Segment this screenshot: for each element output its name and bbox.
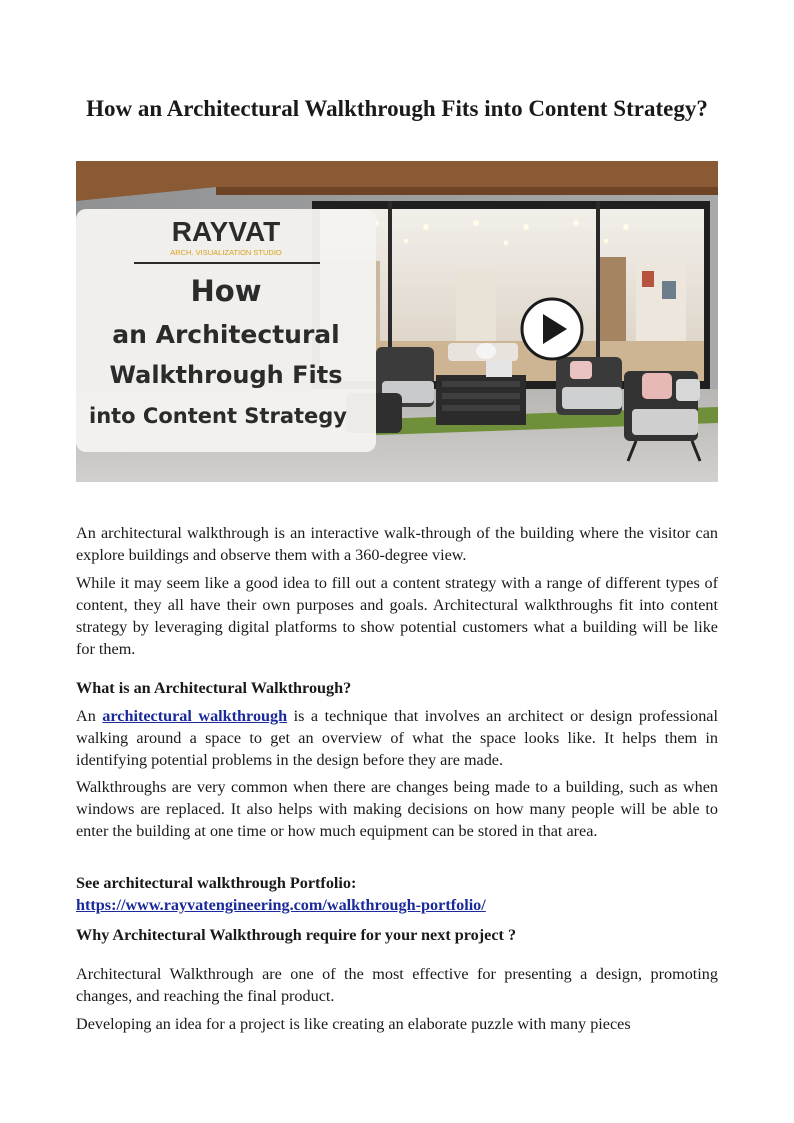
effective-paragraph: Architectural Walkthrough are one of the most effective for presenting a design, promoting changes, and reaching the final product. bbox=[76, 965, 718, 1005]
hero-headline-line-4: into Content Strategy bbox=[89, 404, 347, 428]
portfolio-block bbox=[76, 872, 718, 916]
portfolio-heading: See architectural walkthrough Portfolio: bbox=[76, 874, 357, 892]
hero-headline-line-1: How bbox=[190, 274, 262, 308]
play-video-button[interactable] bbox=[522, 299, 582, 359]
definition-paragraph bbox=[76, 705, 718, 771]
portfolio-link[interactable]: https://www.rayvatengineering.com/walkthrough-portfolio/ bbox=[76, 896, 486, 914]
why-heading: Why Architectural Walkthrough require for your next project ? bbox=[76, 926, 517, 944]
common-paragraph: Walkthroughs are very common when there are changes being made to a building, such as when windows are replaced. It also helps with making decisions on how many people will be able to enter the building at one time or how much equipment can be stored in that area. bbox=[76, 778, 718, 840]
definition-prefix: An bbox=[76, 707, 103, 725]
logo-text: RAYVAT bbox=[171, 216, 281, 247]
strategy-paragraph: While it may seem like a good idea to fill out a content strategy with a range of different types of content, they all have their own purposes and goals. Architectural walkthroughs fit into content strategy by leveraging digital platforms to show potential customers what a building will be like for them. bbox=[76, 574, 718, 658]
definition-suffix: is a technique that involves an architect or design professional walking around a space to get an overview of what the space looks like. It helps them in identifying potential problems in the design before they are made. bbox=[76, 707, 718, 769]
what-is-heading: What is an Architectural Walkthrough? bbox=[76, 679, 352, 697]
logo-subtitle: ARCH. VISUALIZATION STUDIO bbox=[170, 248, 282, 257]
document-title: How an Architectural Walkthrough Fits into Content Strategy? bbox=[86, 96, 708, 121]
hero-illustration bbox=[76, 161, 718, 482]
puzzle-paragraph: Developing an idea for a project is like creating an elaborate puzzle with many pieces bbox=[76, 1015, 631, 1033]
intro-paragraph: An architectural walkthrough is an interactive walk-through of the building where the visitor can explore buildings and observe them with a 360-degree view. bbox=[76, 524, 718, 564]
hero-image bbox=[76, 161, 718, 482]
architectural-walkthrough-link[interactable]: architectural walkthrough bbox=[102, 707, 288, 725]
hero-headline-line-3: Walkthrough Fits bbox=[109, 361, 343, 389]
hero-headline-line-2: an Architectural bbox=[112, 320, 340, 349]
